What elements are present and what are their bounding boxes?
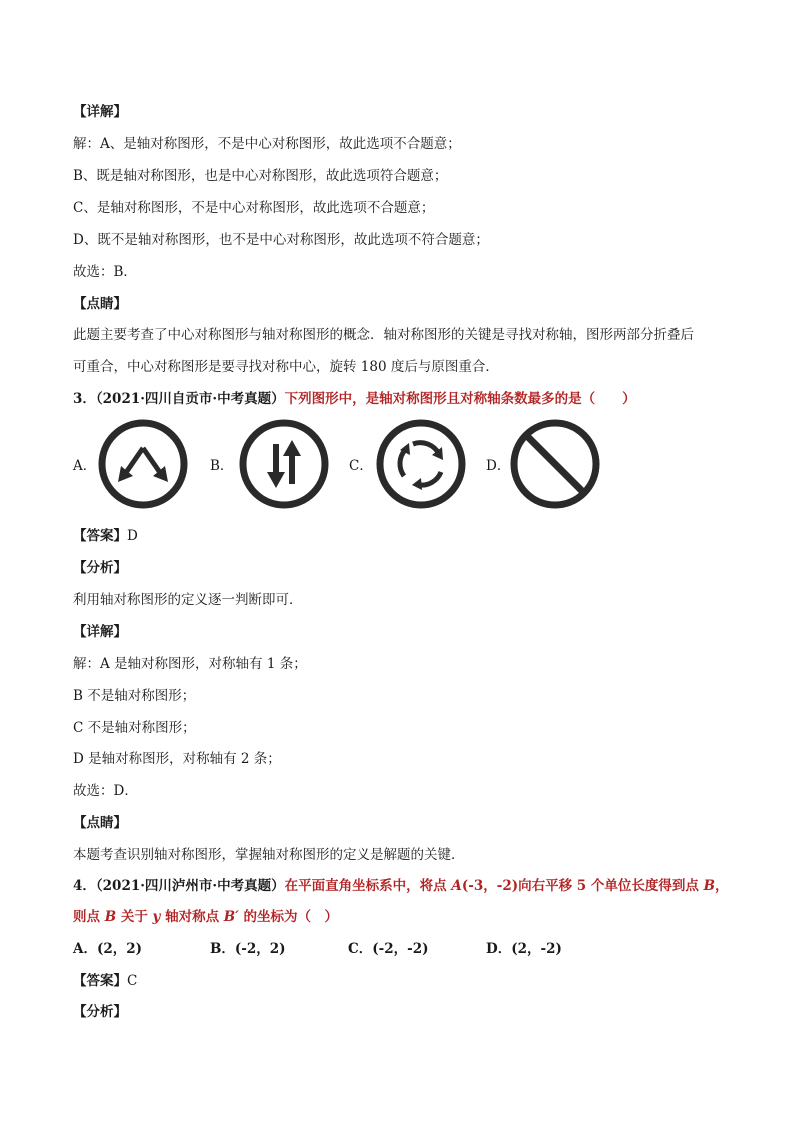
diverging-arrows-icon [97,418,189,510]
question-number: 3． [73,391,96,407]
detail-line: D 是轴对称图形，对称轴有 2 条； [73,751,281,767]
stem-part: 在平面直角坐标系中，将点 [284,878,452,894]
point-label: A [451,878,462,894]
question-3-stem [73,390,636,408]
question-source: （2021·四川自贡市·中考真题） [95,391,285,407]
stem-part: ， [715,878,729,894]
option-c-label: C． [349,458,373,474]
option-b-label: B． [210,458,234,474]
stem-part: (-3，-2)向右平移 5 个单位长度得到点 [461,878,704,894]
comment-line: 此题主要考查了中心对称图形与轴对称图形的概念．轴对称图形的关键是寻找对称轴，图形两部分折叠后 [73,327,694,343]
answer-header: 【答案】 [73,528,127,544]
option-c: C．(-2，-2) [348,941,429,957]
analysis-text: 利用轴对称图形的定义逐一判断即可． [73,592,303,608]
point-label: B′ [223,909,239,925]
question-4-stem-line2 [73,908,338,926]
roundabout-icon [375,418,467,510]
comment-header: 【点睛】 [73,815,127,831]
question-number: 4． [73,878,96,894]
detail-line: C、是轴对称图形，不是中心对称图形，故此选项不合题意； [73,200,435,216]
detail-header: 【详解】 [73,104,127,120]
comment-text: 本题考查识别轴对称图形，掌握轴对称图形的定义是解题的关键． [73,847,465,863]
detail-line: 故选：B． [73,264,137,280]
question-4-stem-line1 [73,877,729,895]
stem-part: 的坐标为（ ） [238,909,338,925]
detail-header: 【详解】 [73,624,127,640]
option-b: B．(-2，2) [210,941,286,957]
stem-part: 则点 [73,909,105,925]
point-label: B [703,878,716,894]
option-a-label: A． [73,458,97,474]
point-label: B [104,909,117,925]
answer-value: C [127,973,138,989]
question-source: （2021·四川泸州市·中考真题） [95,878,285,894]
comment-line: 可重合，中心对称图形是要寻找对称中心，旋转 180 度后与原图重合． [73,359,499,375]
question-text [285,878,729,894]
option-d: D．(2，-2) [486,941,562,957]
detail-line: 解：A、是轴对称图形，不是中心对称图形，故此选项不合题意； [73,136,461,152]
prohibition-icon [509,418,601,510]
detail-line: B、既是轴对称图形，也是中心对称图形，故此选项符合题意； [73,168,448,184]
detail-line: C 不是轴对称图形； [73,720,196,736]
stem-part: 轴对称点 [160,909,224,925]
stem-part: 关于 [116,909,153,925]
answer-line [73,527,138,545]
option-a: A．(2，2) [73,941,143,957]
analysis-header: 【分析】 [73,560,127,576]
detail-line: D、既不是轴对称图形，也不是中心对称图形，故此选项不符合题意； [73,232,489,248]
answer-header: 【答案】 [73,973,127,989]
option-d-label: D． [486,458,511,474]
answer-value: D [127,528,138,544]
detail-line: 故选：D． [73,783,138,799]
two-way-traffic-icon [238,418,330,510]
axis-label: y [152,909,161,925]
answer-line [73,972,137,990]
detail-line: 解：A 是轴对称图形，对称轴有 1 条； [73,656,307,672]
question-text: 下列图形中，是轴对称图形且对称轴条数最多的是（ ） [284,391,636,407]
comment-header: 【点睛】 [73,296,127,312]
analysis-header: 【分析】 [73,1004,127,1020]
detail-line: B 不是轴对称图形； [73,688,196,704]
